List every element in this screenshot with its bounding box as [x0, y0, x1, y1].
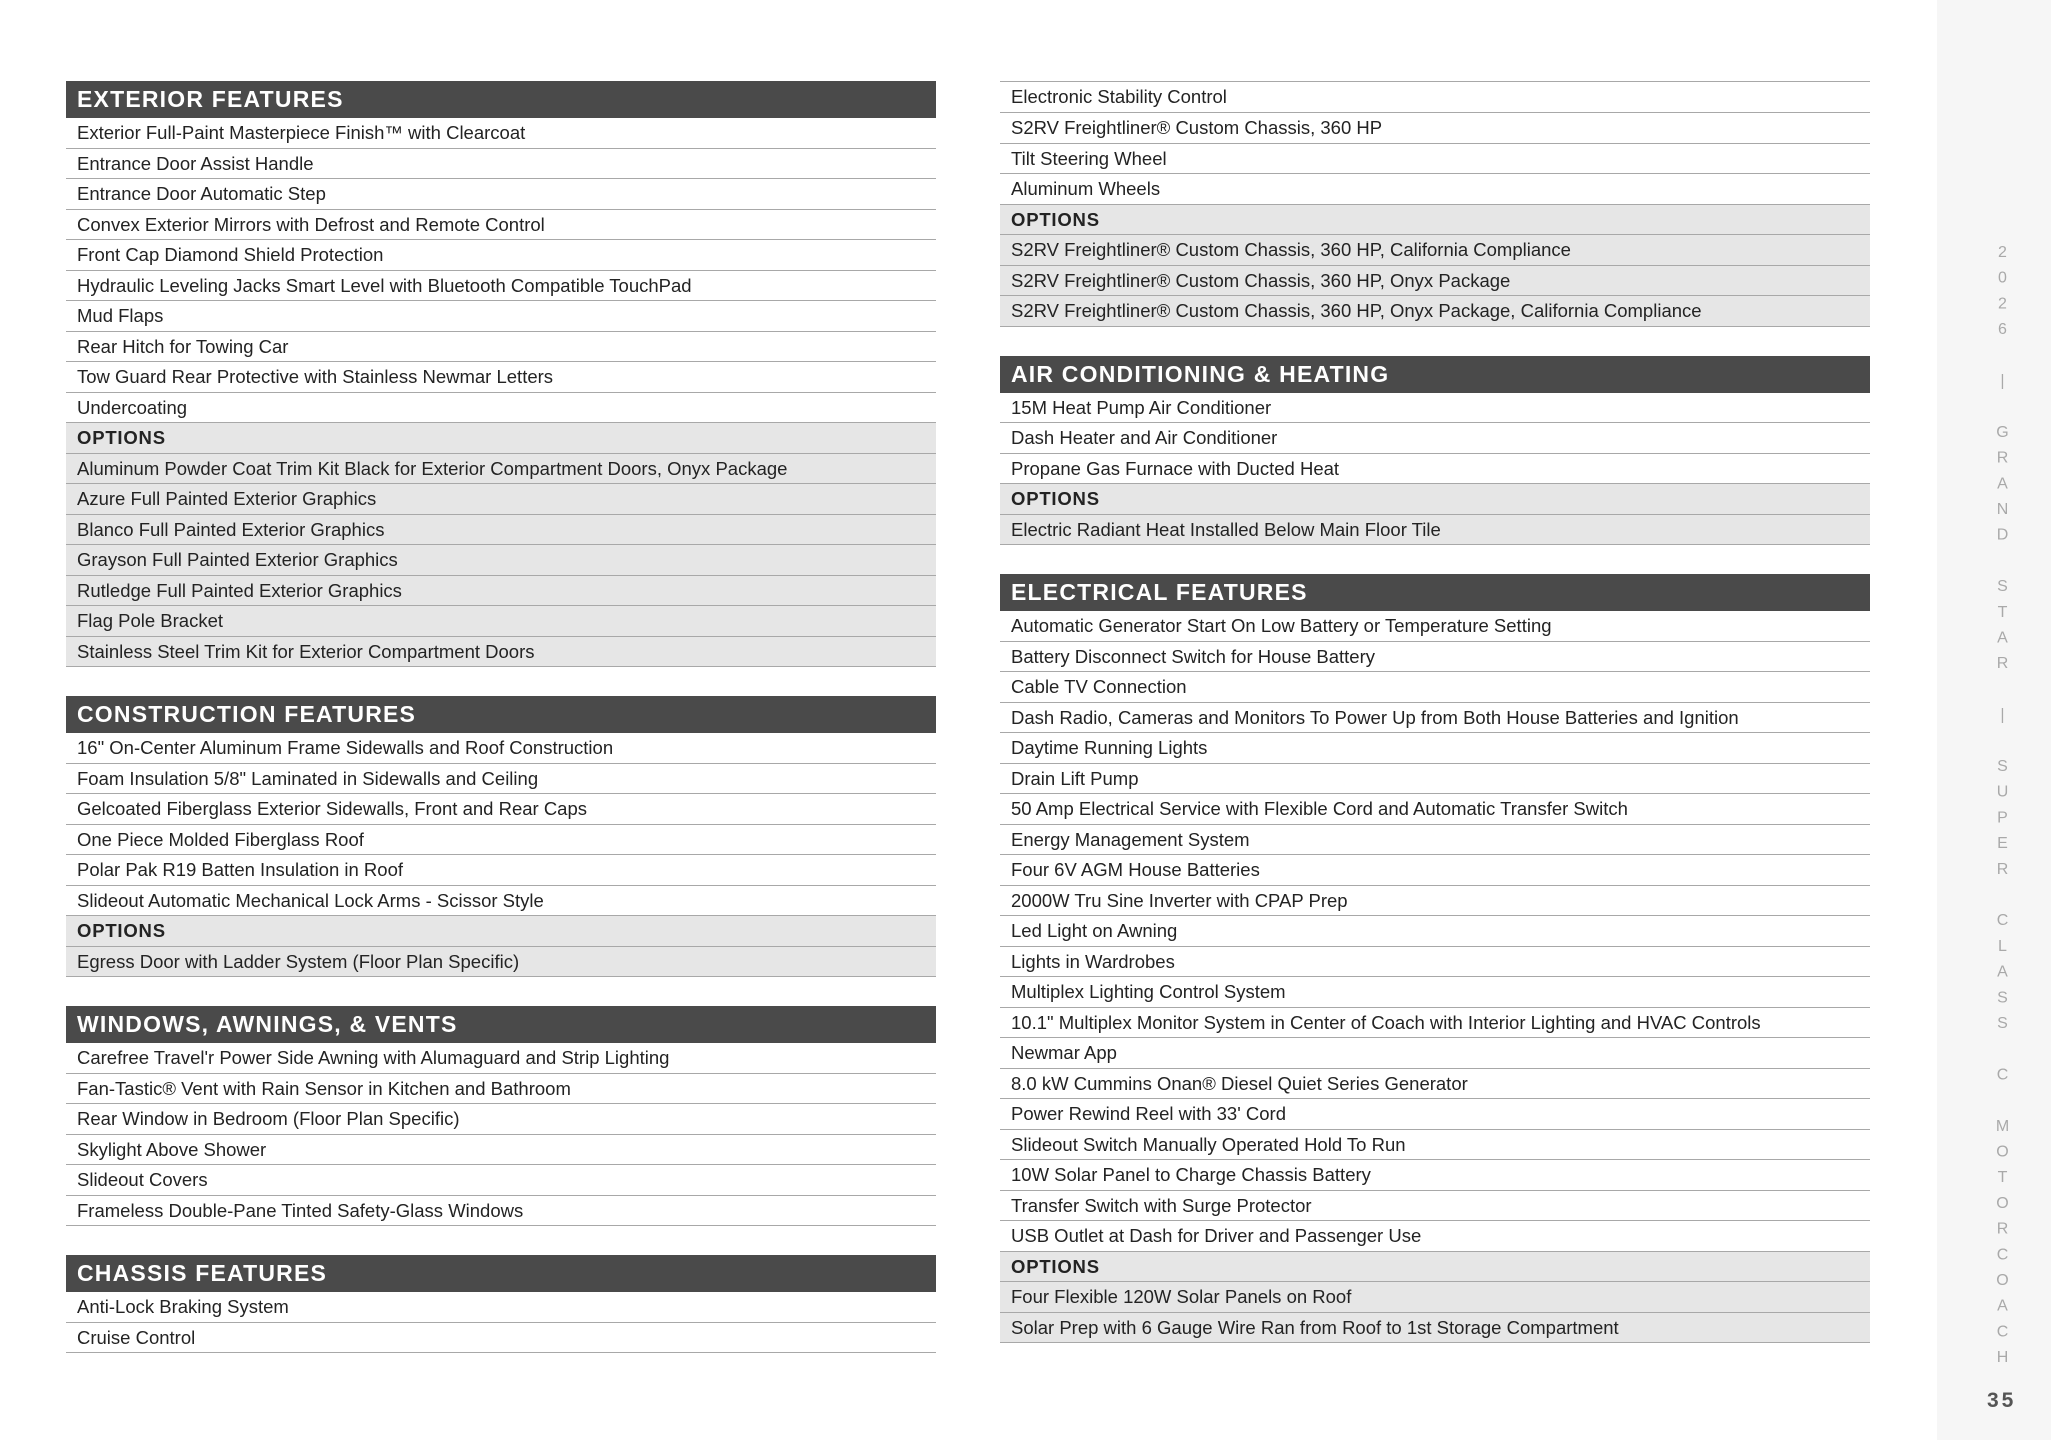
feature-item: Gelcoated Fiberglass Exterior Sidewalls, Front and Rear Caps [66, 794, 936, 825]
feature-item: Led Light on Awning [1000, 916, 1870, 947]
section-windows-awnings-vents [66, 1006, 936, 1226]
feature-item: Battery Disconnect Switch for House Battery [1000, 642, 1870, 673]
feature-item: Anti-Lock Braking System [66, 1292, 936, 1323]
feature-item: Tow Guard Rear Protective with Stainless Newmar Letters [66, 362, 936, 393]
feature-item: 15M Heat Pump Air Conditioner [1000, 393, 1870, 424]
feature-item: S2RV Freightliner® Custom Chassis, 360 HP [1000, 113, 1870, 144]
feature-item: Fan-Tastic® Vent with Rain Sensor in Kitchen and Bathroom [66, 1074, 936, 1105]
feature-item: Convex Exterior Mirrors with Defrost and Remote Control [66, 210, 936, 241]
feature-item: Four 6V AGM House Batteries [1000, 855, 1870, 886]
option-item: Flag Pole Bracket [66, 606, 936, 637]
feature-item: Energy Management System [1000, 825, 1870, 856]
section-air-conditioning-heating [1000, 356, 1870, 546]
feature-item: Cruise Control [66, 1323, 936, 1354]
feature-item: Drain Lift Pump [1000, 764, 1870, 795]
section-title: EXTERIOR FEATURES [66, 81, 936, 118]
section-continued [1000, 81, 1870, 327]
feature-item: Newmar App [1000, 1038, 1870, 1069]
feature-item: 10.1" Multiplex Monitor System in Center of Coach with Interior Lighting and HVAC Controls [1000, 1008, 1870, 1039]
feature-item: Slideout Automatic Mechanical Lock Arms - Scissor Style [66, 886, 936, 917]
right-column [1000, 81, 1870, 1343]
section-title: CHASSIS FEATURES [66, 1255, 936, 1292]
section-title: AIR CONDITIONING & HEATING [1000, 356, 1870, 393]
feature-item: Frameless Double-Pane Tinted Safety-Glass Windows [66, 1196, 936, 1227]
feature-item: Slideout Covers [66, 1165, 936, 1196]
section-electrical-features [1000, 574, 1870, 1343]
section-title: ELECTRICAL FEATURES [1000, 574, 1870, 611]
feature-item: Power Rewind Reel with 33' Cord [1000, 1099, 1870, 1130]
section-construction-features [66, 696, 936, 977]
feature-item: Skylight Above Shower [66, 1135, 936, 1166]
section-chassis-features [66, 1255, 936, 1353]
feature-item: 2000W Tru Sine Inverter with CPAP Prep [1000, 886, 1870, 917]
feature-item: Aluminum Wheels [1000, 174, 1870, 205]
feature-item: Propane Gas Furnace with Ducted Heat [1000, 454, 1870, 485]
feature-item: Electronic Stability Control [1000, 81, 1870, 113]
feature-item: One Piece Molded Fiberglass Roof [66, 825, 936, 856]
section-exterior-features [66, 81, 936, 667]
feature-item: Slideout Switch Manually Operated Hold To Run [1000, 1130, 1870, 1161]
feature-item: Daytime Running Lights [1000, 733, 1870, 764]
feature-item: Cable TV Connection [1000, 672, 1870, 703]
feature-item: 8.0 kW Cummins Onan® Diesel Quiet Series Generator [1000, 1069, 1870, 1100]
feature-item: Multiplex Lighting Control System [1000, 977, 1870, 1008]
feature-item: Hydraulic Leveling Jacks Smart Level with Bluetooth Compatible TouchPad [66, 271, 936, 302]
options-label: OPTIONS [66, 423, 936, 454]
options-label: OPTIONS [66, 916, 936, 947]
feature-item: 50 Amp Electrical Service with Flexible Cord and Automatic Transfer Switch [1000, 794, 1870, 825]
feature-item: Dash Radio, Cameras and Monitors To Power Up from Both House Batteries and Ignition [1000, 703, 1870, 734]
option-item: S2RV Freightliner® Custom Chassis, 360 HP, Onyx Package [1000, 266, 1870, 297]
feature-item: Exterior Full-Paint Masterpiece Finish™ with Clearcoat [66, 118, 936, 149]
option-item: Aluminum Powder Coat Trim Kit Black for Exterior Compartment Doors, Onyx Package [66, 454, 936, 485]
option-item: Electric Radiant Heat Installed Below Main Floor Tile [1000, 515, 1870, 546]
option-item: S2RV Freightliner® Custom Chassis, 360 HP, California Compliance [1000, 235, 1870, 266]
feature-item: Undercoating [66, 393, 936, 424]
option-item: Four Flexible 120W Solar Panels on Roof [1000, 1282, 1870, 1313]
feature-item: Rear Window in Bedroom (Floor Plan Specific) [66, 1104, 936, 1135]
document-title-vertical: 2026 | GRAND STAR | SUPER CLASS C MOTORCOACH [1994, 244, 2011, 1375]
feature-item: 16" On-Center Aluminum Frame Sidewalls and Roof Construction [66, 733, 936, 764]
feature-item: Lights in Wardrobes [1000, 947, 1870, 978]
page-number: 35 [1987, 1389, 2017, 1412]
feature-item: Rear Hitch for Towing Car [66, 332, 936, 363]
section-title: WINDOWS, AWNINGS, & VENTS [66, 1006, 936, 1043]
option-item: Blanco Full Painted Exterior Graphics [66, 515, 936, 546]
option-item: Grayson Full Painted Exterior Graphics [66, 545, 936, 576]
feature-item: Foam Insulation 5/8" Laminated in Sidewalls and Ceiling [66, 764, 936, 795]
feature-item: USB Outlet at Dash for Driver and Passenger Use [1000, 1221, 1870, 1252]
option-item: Azure Full Painted Exterior Graphics [66, 484, 936, 515]
section-title: CONSTRUCTION FEATURES [66, 696, 936, 733]
option-item: Solar Prep with 6 Gauge Wire Ran from Roof to 1st Storage Compartment [1000, 1313, 1870, 1344]
feature-item: Entrance Door Automatic Step [66, 179, 936, 210]
feature-item: Entrance Door Assist Handle [66, 149, 936, 180]
feature-item: Carefree Travel'r Power Side Awning with Alumaguard and Strip Lighting [66, 1043, 936, 1074]
feature-item: Transfer Switch with Surge Protector [1000, 1191, 1870, 1222]
left-column [66, 81, 936, 1353]
options-label: OPTIONS [1000, 205, 1870, 236]
option-item: Stainless Steel Trim Kit for Exterior Compartment Doors [66, 637, 936, 668]
options-label: OPTIONS [1000, 1252, 1870, 1283]
option-item: S2RV Freightliner® Custom Chassis, 360 HP, Onyx Package, California Compliance [1000, 296, 1870, 327]
feature-item: Automatic Generator Start On Low Battery or Temperature Setting [1000, 611, 1870, 642]
option-item: Rutledge Full Painted Exterior Graphics [66, 576, 936, 607]
feature-item: Polar Pak R19 Batten Insulation in Roof [66, 855, 936, 886]
feature-item: Mud Flaps [66, 301, 936, 332]
feature-item: Tilt Steering Wheel [1000, 144, 1870, 175]
option-item: Egress Door with Ladder System (Floor Plan Specific) [66, 947, 936, 978]
options-label: OPTIONS [1000, 484, 1870, 515]
feature-item: Front Cap Diamond Shield Protection [66, 240, 936, 271]
feature-item: Dash Heater and Air Conditioner [1000, 423, 1870, 454]
feature-item: 10W Solar Panel to Charge Chassis Battery [1000, 1160, 1870, 1191]
